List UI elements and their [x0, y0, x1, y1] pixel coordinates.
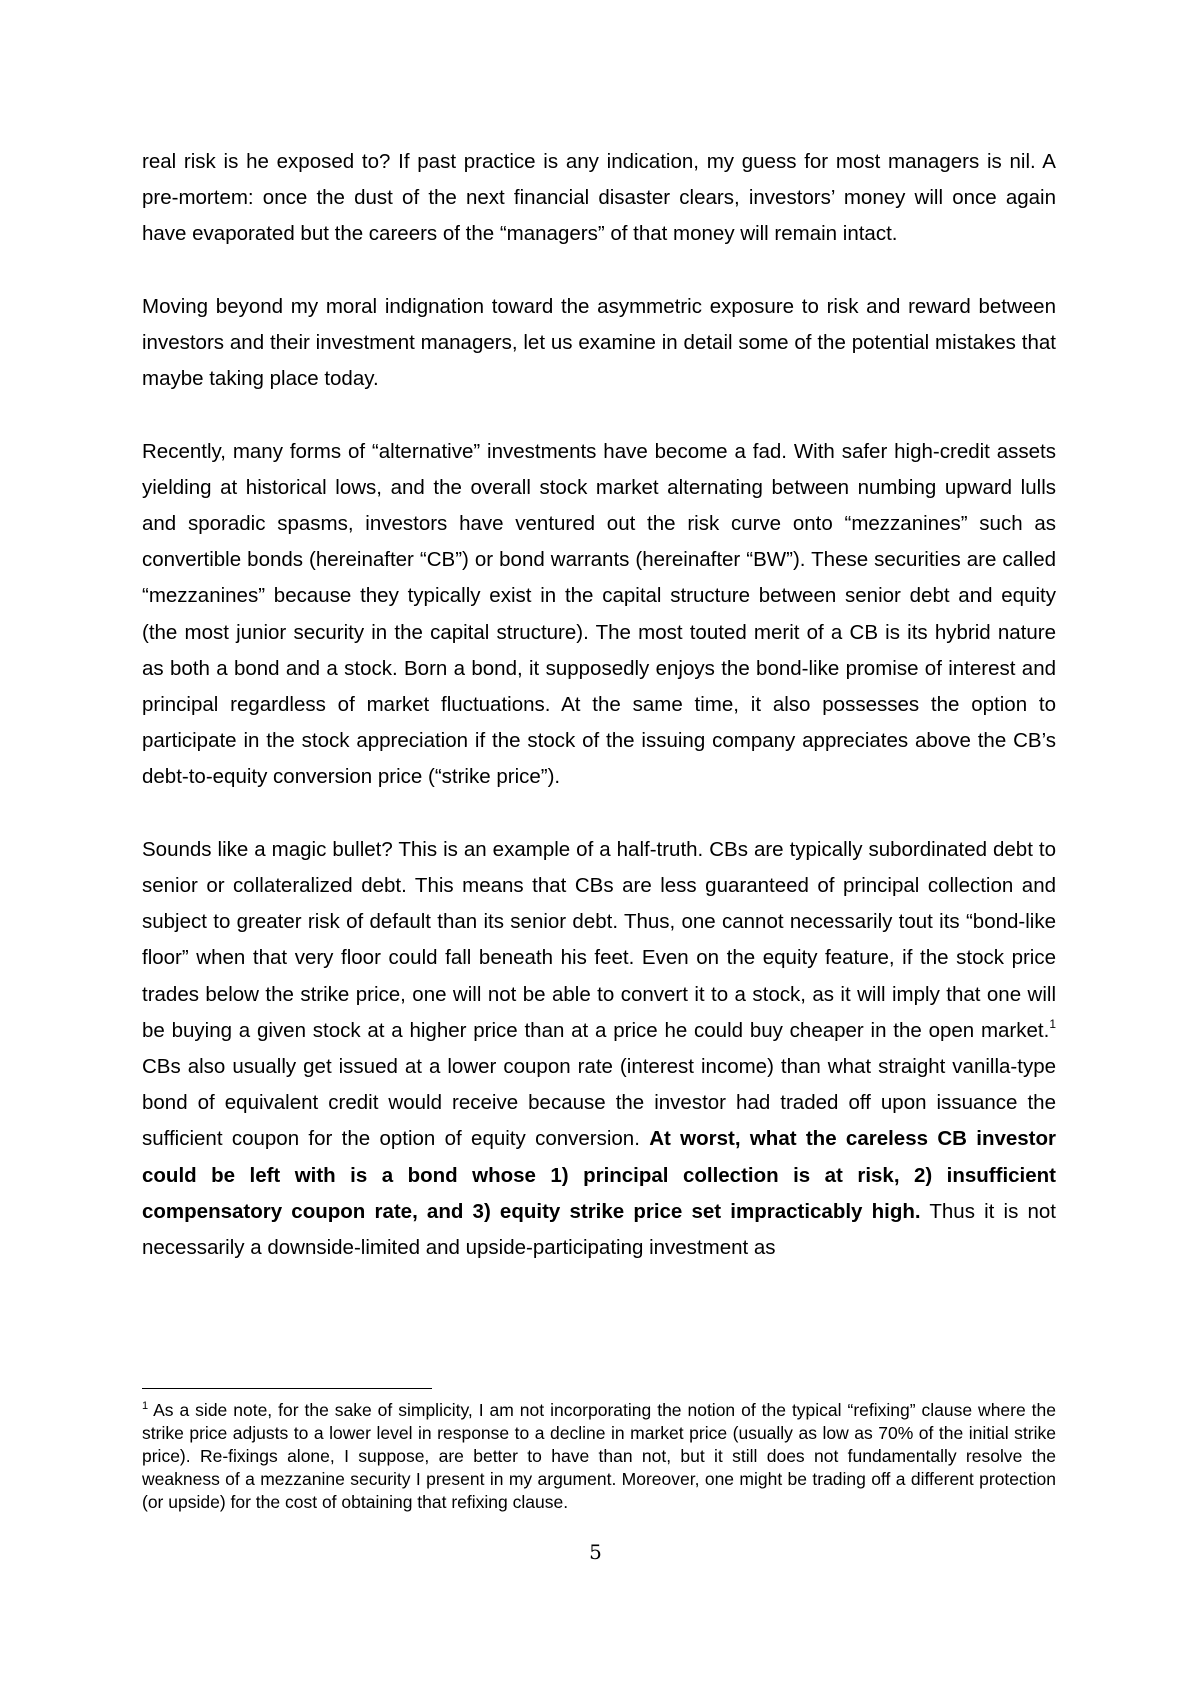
paragraph-1: real risk is he exposed to? If past practice is any indication, my guess for most managers is nil. A pre-mortem: once the dust of the next financial disaster clears, investors’ money will once again have evaporated but the careers of the “managers” of that money will remain intact. [142, 150, 1056, 246]
page-number: 5 [589, 1540, 602, 1564]
paragraph-4-part-a: Sounds like a magic bullet? This is an example of a half-truth. CBs are typically subordinated debt to senior or collateralized debt. This means that CBs are less guaranteed of principal collection and subject to greater risk of default than its senior debt. Thus, one cannot necessarily tout its “bond-like floor” when that very floor could fall beneath his feet. Even on the equity feature, if the stock price trades below the strike price, one will not be able to convert it to a stock, as it will imply that one will be buying a given stock at a higher price than at a price he could buy cheaper in the open market. [142, 837, 1056, 1042]
footnote-text: As a side note, for the sake of simplicity, I am not incorporating the notion of the typical “refixing” clause where the strike price adjusts to a lower level in response to a decline in market price (usually as low as 70% of the initial strike price). Re-fixings alone, I suppose, are better to have than not, but it still does not fundamentally resolve the weakness of a mezzanine security I present in my argument. Moreover, one might be trading off a different protection (or upside) for the cost of obtaining that refixing clause. [142, 1400, 1057, 1512]
footnote-number: 1 [142, 1400, 149, 1412]
paragraph-4-part-b: CBs also usually get issued at a lower coupon rate (interest income) than what straight vanilla-type bond of equivalent credit would receive because the investor had traded off upon issuance the sufficient coupon for the option of equity conversion. [142, 1055, 1056, 1151]
paragraph-4-bold-text: At worst, what the careless CB investor could be left with is a bond whose 1) principal collection is at risk, 2) insufficient compensatory coupon rate, and 3) equity strike price set impracticably high. [142, 1127, 1056, 1223]
paragraph-4-part-c: Thus it is not necessarily a downside-limited and upside-participating investment as [142, 1199, 1056, 1260]
footnote-separator [142, 1388, 432, 1389]
body-text [142, 144, 1056, 1266]
paragraph-3: Recently, many forms of “alternative” investments have become a fad. With safer high-credit assets yielding at historical lows, and the overall stock market alternating between numbing upward lulls and sporadic spasms, investors have ventured out the risk curve onto “mezzanines” such as convertible bonds (hereinafter “CB”) or bond warrants (hereinafter “BW”). These securities are called “mezzanines” because they typically exist in the capital structure between senior debt and equity (the most junior security in the capital structure). The most touted merit of a CB is its hybrid nature as both a bond and a stock. Born a bond, it supposedly enjoys the bond-like promise of interest and principal regardless of market fluctuations. At the same time, it also possesses the option to participate in the stock appreciation if the stock of the issuing company appreciates above the CB’s debt-to-equity conversion price (“strike price”). [142, 439, 1056, 789]
footnote [142, 1399, 1056, 1514]
paragraph-2: Moving beyond my moral indignation toward the asymmetric exposure to risk and reward between investors and their investment managers, let us examine in detail some of the potential mistakes that maybe taking place today. [142, 294, 1056, 391]
footnote-reference[interactable]: 1 [1049, 1016, 1056, 1031]
paragraph-4 [142, 832, 1056, 1266]
